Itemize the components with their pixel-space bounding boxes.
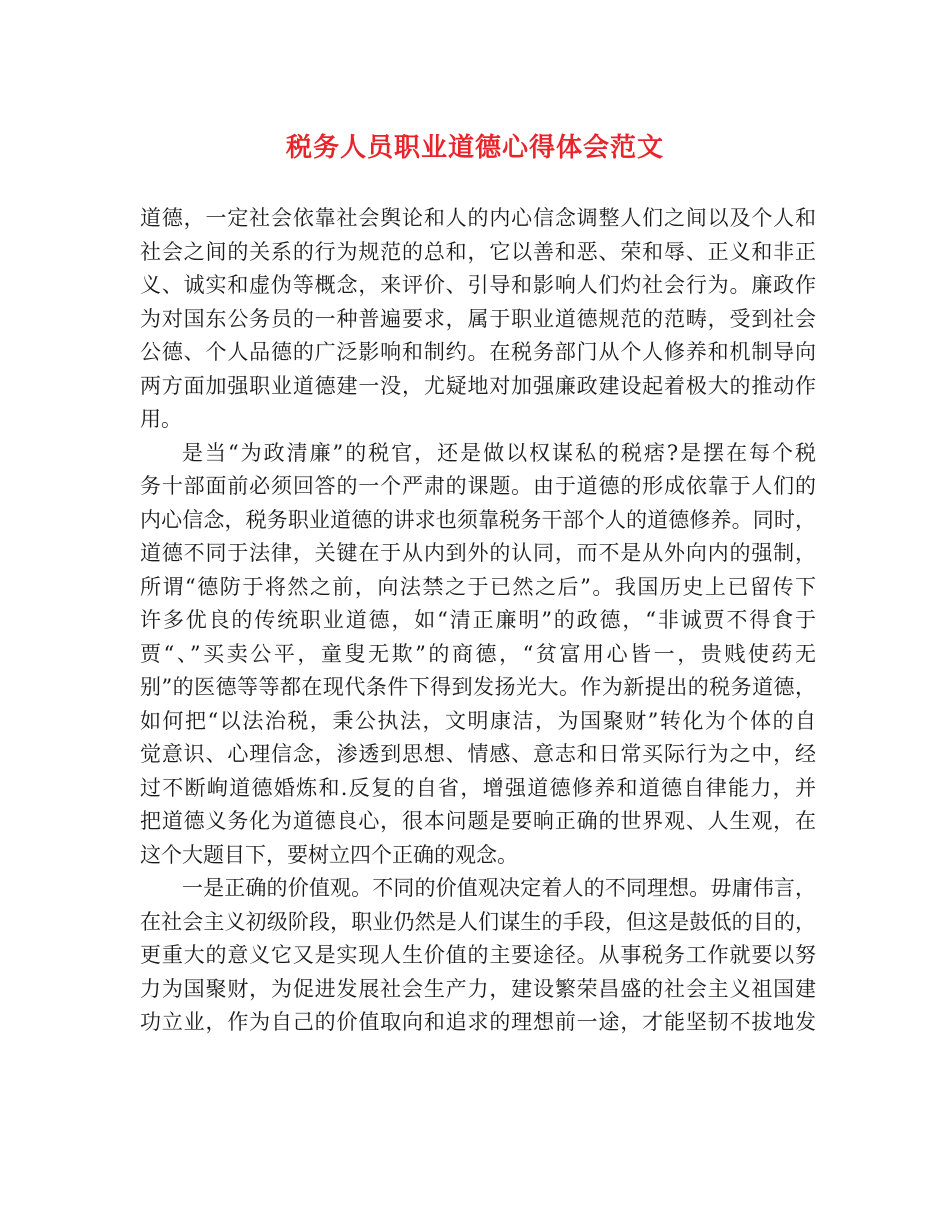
text-line: 贾“、”买卖公平，童叟无欺”的商德，“贫富用心皆一，贵贱使药无	[140, 641, 816, 666]
text-line: 如何把“以法治税，秉公执法，文明康洁，为国聚财”转化为个体的自	[140, 708, 816, 733]
text-line: 在社会主义初级阶段，职业仍然是人们谋生的手段，但这是鼓低的目的，	[140, 909, 816, 934]
document-title: 税务人员职业道德心得体会范文	[285, 133, 664, 163]
text-line: 觉意识、心理信念，渗透到思想、情感、意志和日常买际行为之中，经	[140, 742, 816, 766]
text-line: 道德，一定社会依靠社会舆论和人的内心信念调整人们之间以及个人和	[140, 206, 816, 230]
text-line: 更重大的意义它又是实现人生价值的主要途径。从事税务工作就要以努	[140, 943, 816, 967]
text-line: 许多优良的传统职业道德，如“清正廉明”的政德，“非诚贾不得食于	[140, 608, 816, 632]
text-line: 别”的医德等等都在现代条件下得到发扬光大。作为新提出的税务道德，	[140, 675, 816, 699]
document-body	[140, 202, 816, 1040]
text-line: 功立业，作为自己的价值取向和追求的理想前一途，才能坚韧不拔地发	[140, 1010, 816, 1034]
text-line: 过不断峋道德婚炼和.反复的自省，增强道德修养和道德自律能力，并	[140, 775, 816, 800]
text-line: 所谓“德防于将然之前，向法禁之于已然之后”。我国历史上已留传下	[140, 574, 816, 599]
text-line: 一是正确的价值观。不同的价值观决定着人的不同理想。毋庸伟言，	[182, 876, 816, 900]
text-line: 这个大题目下，要树立四个正确的观念。	[140, 842, 518, 867]
text-line: 把道德义务化为道德良心，很本问题是要晌正确的世界观、人生观，在	[140, 809, 816, 833]
text-line: 公德、个人品德的广泛影响和制约。在税务部门从个人修养和机制导向	[140, 340, 816, 364]
text-line: 是当“为政清廉”的税官，还是做以权谋私的税痞?是摆在每个税	[182, 440, 816, 465]
paragraph-1	[140, 202, 816, 437]
text-line: 为对国东公务员的一种普遍要求，属于职业道德规范的范畴，受到社会	[140, 306, 816, 331]
text-line: 两方面加强职业道德建一没，尤疑地对加强廉政建设起着极大的推动作	[140, 373, 816, 398]
text-line: 用。	[140, 407, 182, 431]
paragraph-3	[140, 872, 816, 1040]
text-line: 义、诚实和虚伪等概念，来评价、引导和影响人们灼社会行为。廉政作	[140, 273, 816, 297]
text-line: 内心信念，税务职业道德的讲求也须靠税务干部个人的道德修养。同时，	[140, 507, 816, 532]
text-line: 务十部面前必须回答的一个严肃的课题。由于道德的形成依靠于人们的	[140, 474, 816, 498]
paragraph-2	[140, 437, 816, 873]
text-line: 道德不同于法律，关键在于从内到外的认同，而不是从外向内的强制，	[140, 541, 816, 565]
text-line: 社会之间的关系的行为规范的总和，它以善和恶、荣和辱、正义和非正	[140, 239, 816, 264]
text-line: 力为国聚财，为促进发展社会生产力，建设繁荣昌盛的社会主义祖国建	[140, 976, 816, 1001]
